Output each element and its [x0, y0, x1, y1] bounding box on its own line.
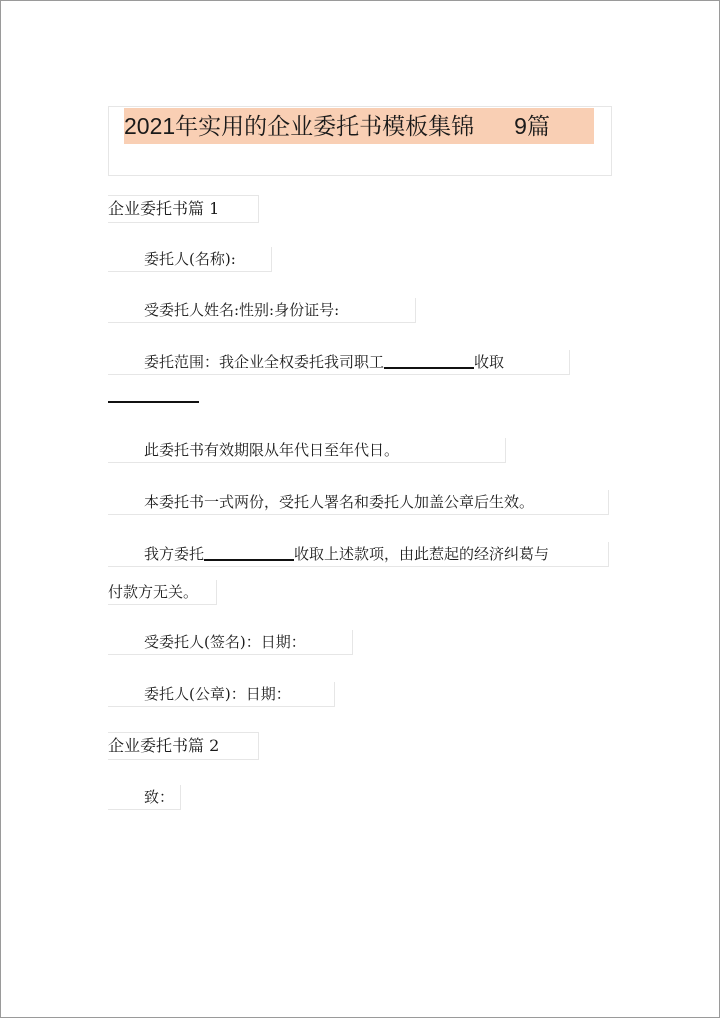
copies-text: 本委托书一式两份，受托人署名和委托人加盖公章后生效。: [144, 493, 535, 511]
principal-line: [108, 247, 272, 272]
section-heading-2-text: 企业委托书篇 2: [108, 736, 220, 755]
scope-collect-text: 收取: [474, 353, 505, 371]
delegate-cont-text: 付款方无关。: [108, 583, 199, 601]
title-main: 2021年实用的企业委托书模板集锦: [124, 113, 475, 139]
section-heading-2: [108, 732, 259, 760]
title-count: 9篇: [514, 113, 550, 139]
section-heading-1-text: 企业委托书篇 1: [108, 199, 220, 218]
delegate-text-after: 收取上述款项，由此惹起的经济纠葛与: [294, 545, 550, 563]
principal-seal-line: [108, 682, 335, 707]
copies-line: [108, 490, 609, 515]
agent-sign-line: [108, 630, 353, 655]
delegate-line: [108, 542, 609, 567]
validity-line: [108, 438, 506, 463]
validity-text: 此委托书有效期限从年代日至年代日。: [144, 441, 400, 459]
scope-line: [108, 350, 570, 375]
scope-blank-2: [108, 385, 199, 403]
addressee-label: 致：: [144, 788, 175, 806]
delegate-line-cont: [108, 580, 217, 605]
document-title: [124, 108, 594, 144]
section-heading-1: [108, 195, 259, 223]
agent-info-line: [108, 298, 416, 323]
agent-info-label: 受委托人姓名:性别:身份证号:: [144, 301, 340, 319]
principal-label: 委托人(名称):: [144, 250, 236, 268]
scope-line-cont: [108, 384, 199, 408]
principal-seal-label: 委托人(公章)：日期：: [144, 685, 291, 703]
scope-text: 委托范围：我企业全权委托我司职工: [144, 353, 385, 371]
agent-sign-label: 受委托人(签名)：日期：: [144, 633, 306, 651]
scope-blank: [384, 351, 474, 369]
delegate-text: 我方委托: [144, 545, 205, 563]
addressee-line: [108, 785, 181, 810]
delegate-blank: [204, 543, 294, 561]
